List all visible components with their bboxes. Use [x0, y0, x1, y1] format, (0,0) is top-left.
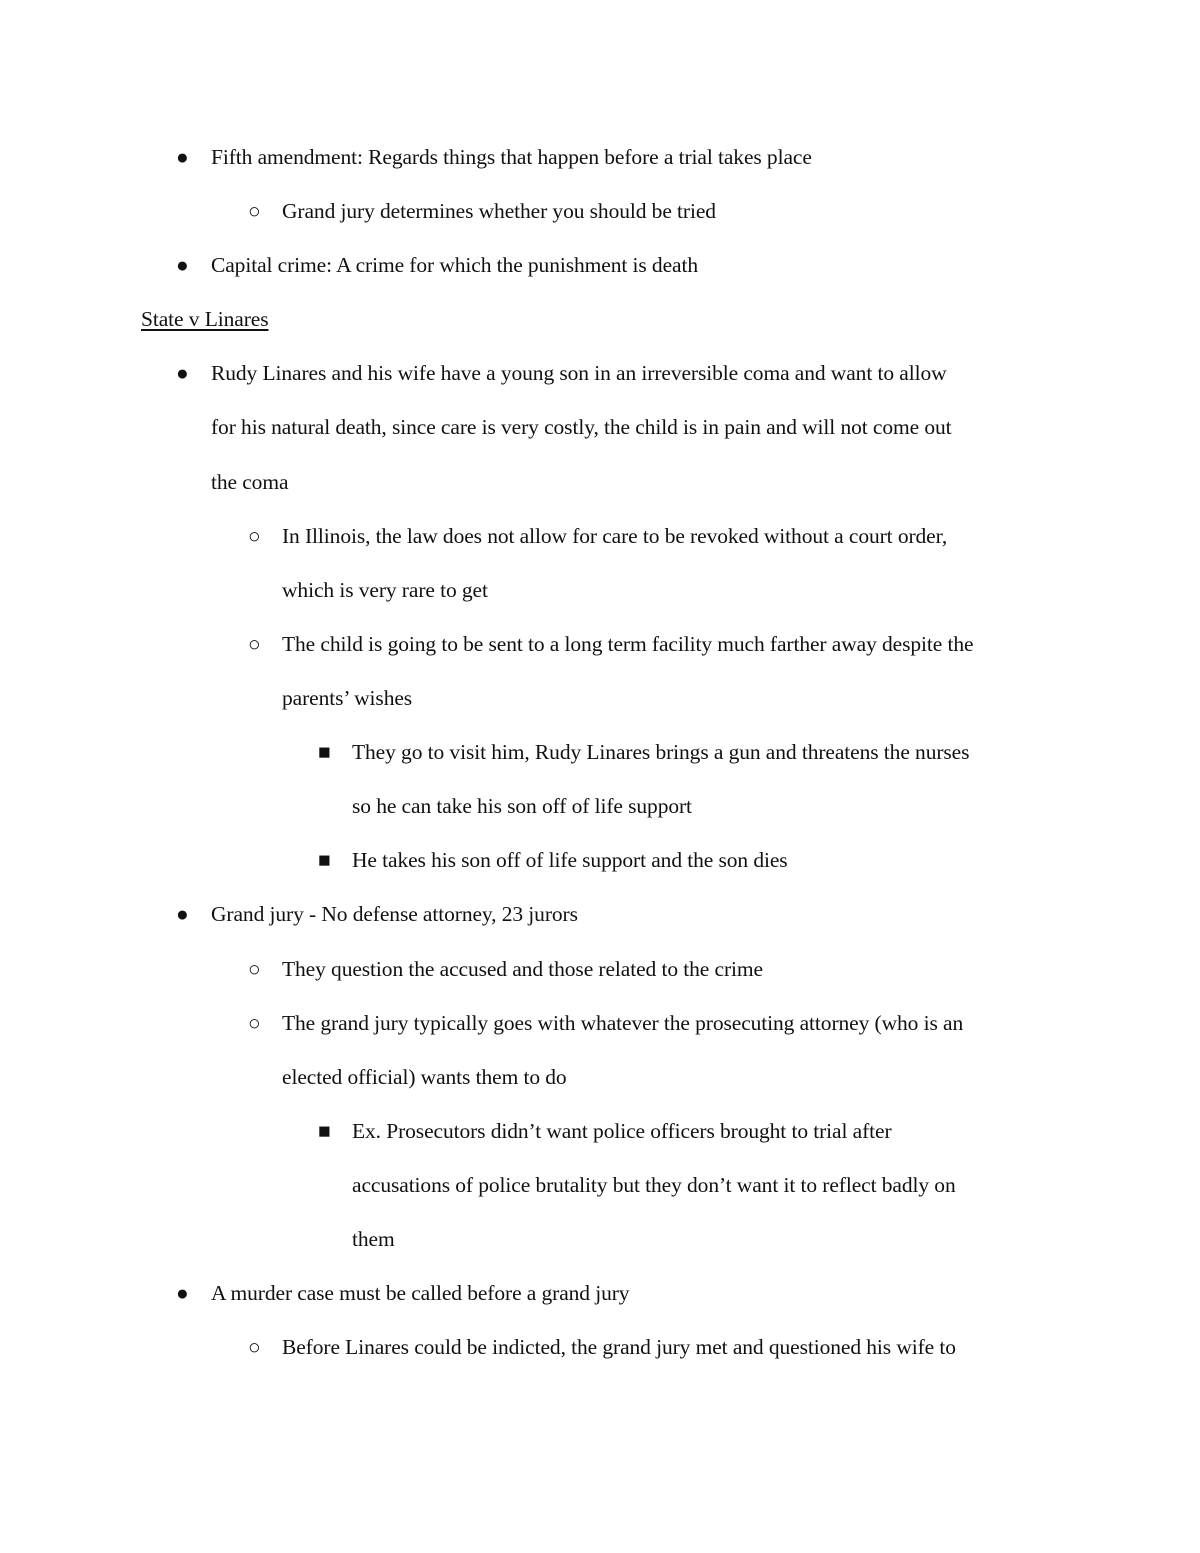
- list-item-text-continued: so he can take his son off of life support: [352, 794, 692, 818]
- list-item-text: Before Linares could be indicted, the grand jury met and questioned his wife to: [282, 1335, 956, 1359]
- bullet-circle: ○: [248, 1011, 261, 1035]
- list-item-text: A murder case must be called before a grand jury: [211, 1281, 630, 1305]
- bullet-disc: ●: [176, 1281, 189, 1305]
- bullet-square: ■: [318, 1119, 331, 1143]
- list-item-text-continued: for his natural death, since care is very costly, the child is in pain and will not come out: [211, 415, 952, 439]
- list-item-text: Fifth amendment: Regards things that happen before a trial takes place: [211, 145, 812, 169]
- bullet-circle: ○: [248, 199, 261, 223]
- bullet-circle: ○: [248, 1335, 261, 1359]
- bullet-disc: ●: [176, 145, 189, 169]
- list-item-text: Ex. Prosecutors didn’t want police officers brought to trial after: [352, 1119, 892, 1143]
- list-item-text: They go to visit him, Rudy Linares brings a gun and threatens the nurses: [352, 740, 970, 764]
- list-item-text-continued: elected official) wants them to do: [282, 1065, 567, 1089]
- list-item-text: They question the accused and those related to the crime: [282, 957, 763, 981]
- bullet-square: ■: [318, 848, 331, 872]
- list-item-text: Grand jury - No defense attorney, 23 jurors: [211, 902, 578, 926]
- bullet-disc: ●: [176, 902, 189, 926]
- list-item-text-continued: parents’ wishes: [282, 686, 413, 710]
- bullet-square: ■: [318, 740, 331, 764]
- list-item-text: Rudy Linares and his wife have a young son in an irreversible coma and want to allow: [211, 361, 947, 385]
- list-item-text: The child is going to be sent to a long term facility much farther away despite the: [282, 632, 974, 656]
- list-item-text: The grand jury typically goes with whatever the prosecuting attorney (who is an: [282, 1011, 964, 1035]
- list-item-text: Grand jury determines whether you should be tried: [282, 199, 716, 223]
- list-item-text: Capital crime: A crime for which the punishment is death: [211, 253, 698, 277]
- list-item-text-continued: which is very rare to get: [282, 578, 488, 602]
- list-item-text-continued: them: [352, 1227, 395, 1251]
- list-item-text: In Illinois, the law does not allow for care to be revoked without a court order,: [282, 524, 948, 548]
- bullet-circle: ○: [248, 632, 261, 656]
- bullet-disc: ●: [176, 361, 189, 385]
- bullet-circle: ○: [248, 957, 261, 981]
- bullet-circle: ○: [248, 524, 261, 548]
- list-item-text-continued: the coma: [211, 470, 289, 494]
- list-item-text: He takes his son off of life support and the son dies: [352, 848, 788, 872]
- bullet-disc: ●: [176, 253, 189, 277]
- section-heading: State v Linares: [141, 307, 269, 331]
- list-item-text-continued: accusations of police brutality but they don’t want it to reflect badly on: [352, 1173, 956, 1197]
